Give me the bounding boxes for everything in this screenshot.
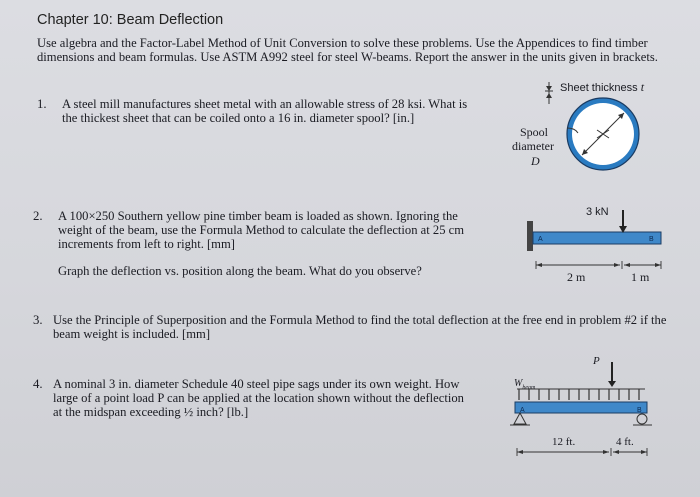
beam-weight-label: W [514,378,523,389]
beam-point-a: A [538,236,543,243]
spool-diameter-label: diameter [512,139,554,153]
beam-point-b: B [649,236,654,243]
sheet-arrow-bottom [546,93,552,98]
roller-support [637,414,647,424]
dimension-1m: 1 m [631,270,650,284]
sheet-thickness-symbol: t [640,80,645,94]
dimension-4ft: 4 ft. [616,436,634,448]
spool-diameter-symbol: D [531,154,540,168]
problem-1-text: A steel mill manufactures sheet metal with an allowable stress of 28 ksi. What is the thickest sheet that can be coiled onto a 16 in. diameter spool? [in.] [62,97,468,125]
problem-4-number: 4. [33,377,43,391]
dimension-12ft: 12 ft. [552,436,576,448]
chapter-title: Chapter 10: Beam Deflection [37,12,224,28]
beam-weight-subscript: beam [522,385,536,391]
dimension-2m: 2 m [567,270,586,284]
pipe-point-a: A [520,407,525,414]
pipe-point-b: B [637,407,642,414]
problem-2-text-graph: Graph the deflection vs. position along the beam. What do you observe? [58,264,422,278]
problem-2-number: 2. [33,209,43,223]
fixed-support-wall [527,221,533,251]
timber-beam [533,232,661,244]
load-3kn-label: 3 kN [586,206,609,218]
instructions: Use algebra and the Factor-Label Method of Unit Conversion to solve these problems. Use the Appendices to find timber dimensions and beam formulas. Use ASTM A992 steel for steel W-beams. Report the answer in the units given in brackets. [37,36,658,64]
problem-1-number: 1. [37,97,47,111]
problem-3-number: 3. [33,313,43,327]
distributed-load-arrows [519,389,639,400]
pipe-beam [515,402,647,413]
spool-label: Spool [520,125,549,139]
problem-4-text: A nominal 3 in. diameter Schedule 40 steel pipe sags under its own weight. How large of a point load P can be applied at the location shown without the deflection at the midspan exceeding ½ inch? [lb.] [53,377,464,419]
pin-support [514,413,526,424]
problem-2-text: A 100×250 Southern yellow pine timber beam is loaded as shown. Ignoring the weight of the beam, use the Formula Method to calculate the deflection at 25 cm increments from left to right. [mm] [58,209,465,251]
point-load-head [608,381,616,387]
sheet-thickness-label: Sheet thickness [560,82,638,94]
point-load-label: P [593,355,600,367]
problem-3-text: Use the Principle of Superposition and the Formula Method to find the total deflection at the free end in problem #2 if the beam weight is included. [mm] [53,313,667,341]
pipe-beam-figure [505,358,655,468]
sheet-arrow-top [546,86,552,91]
